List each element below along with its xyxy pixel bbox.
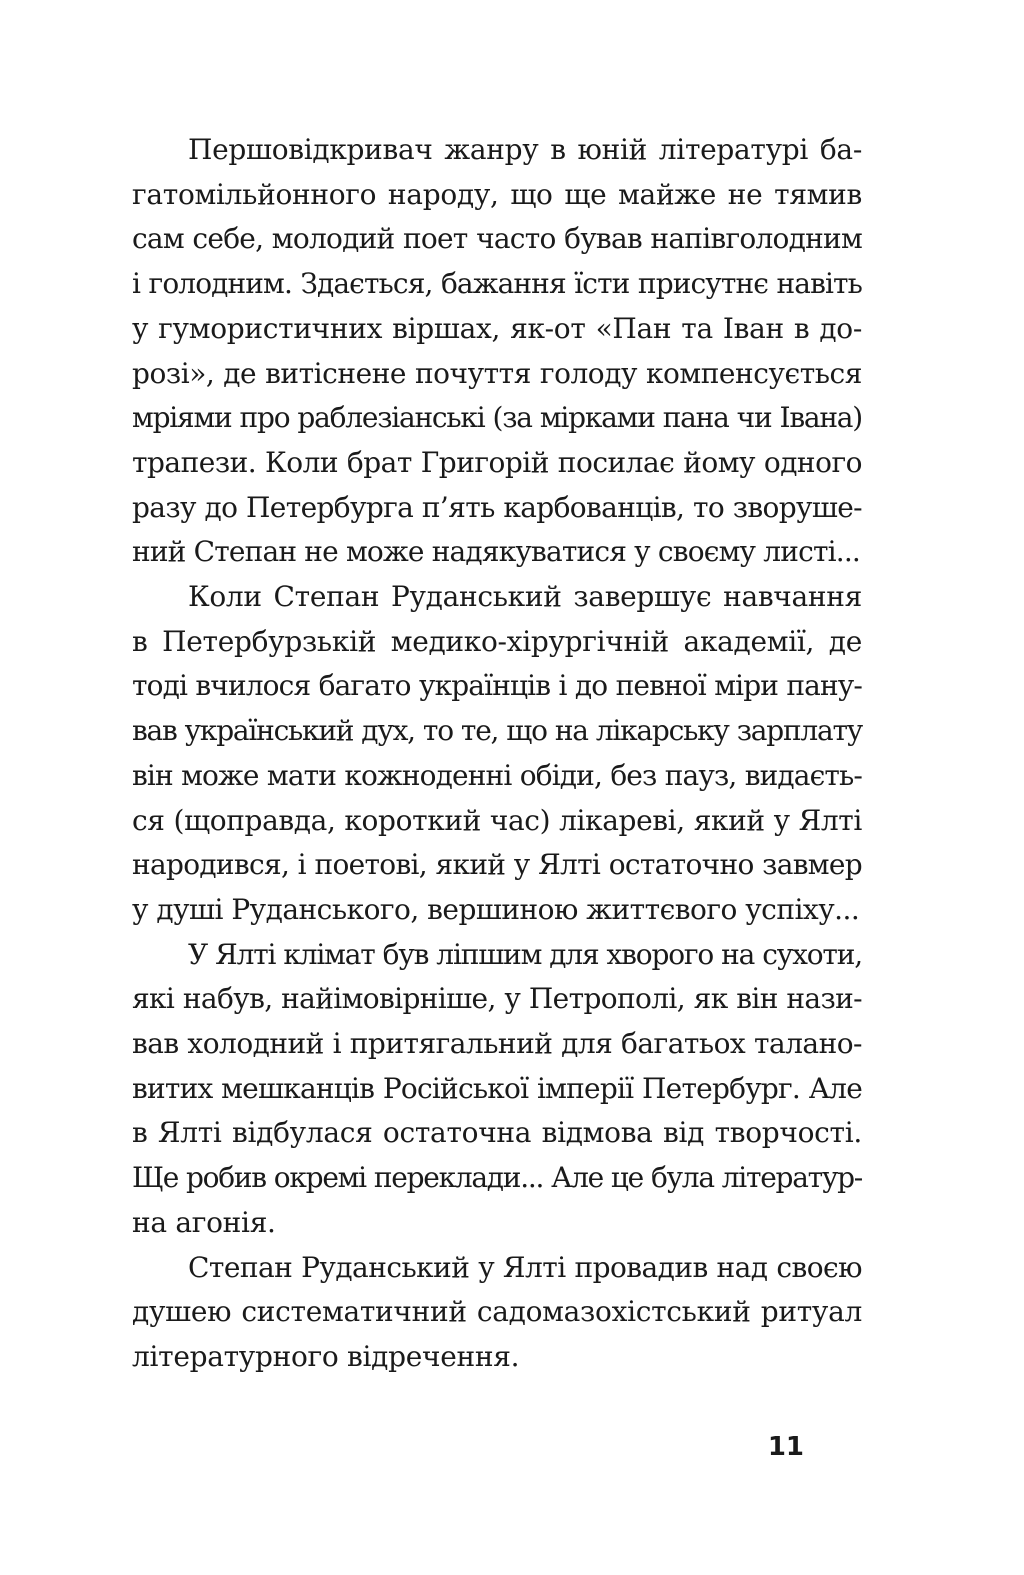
text-line: Коли Степан Руданський завершує навчання [188, 580, 862, 614]
paragraph-4 [132, 1246, 862, 1380]
text-line: і голодним. Здається, бажання їсти присутнє навіть [132, 267, 862, 301]
text-line: разу до Петербурга п’ять карбованців, то зворуше- [132, 490, 862, 524]
text-line: народився, і поетові, який у Ялті остаточно завмер [132, 848, 862, 882]
text-line: ся (щоправда, короткий час) лікареві, який у Ялті [132, 803, 862, 837]
text-line: у гумористичних віршах, як-от «Пан та Іван в до- [132, 311, 862, 345]
paragraph-1 [132, 128, 862, 575]
text-line: душею систематичний садомазохістський ритуал [132, 1295, 862, 1329]
text-line: він може мати кожноденні обіди, без пауз, видаєть- [132, 758, 862, 792]
text-line: витих мешканців Російської імперії Петербург. Але [132, 1071, 862, 1105]
text-line: у душі Руданського, вершиною життєвого успіху... [132, 892, 860, 926]
text-line: які набув, найімовірніше, у Петрополі, як він нази- [132, 982, 862, 1016]
text-line: У Ялті клімат був ліпшим для хворого на сухоти, [188, 937, 862, 971]
text-line: трапези. Коли брат Григорій посилає йому одного [132, 445, 862, 479]
text-line: в Ялті відбулася остаточна відмова від творчості. [132, 1116, 862, 1150]
text-line: мріями про раблезіанські (за мірками пана чи Івана) [132, 401, 862, 435]
text-line: Ще робив окремі переклади... Але це була літератур- [132, 1161, 862, 1195]
text-line: на агонія. [132, 1205, 276, 1239]
text-line: розі», де витіснене почуття голоду компенсується [132, 356, 862, 390]
text-line: літературного відречення. [132, 1339, 520, 1373]
text-line: гатомільйонного народу, що ще майже не тямив [132, 177, 862, 211]
text-line: вав український дух, то те, що на лікарську зарплату [132, 714, 862, 748]
text-line: сам себе, молодий поет часто бував напівголодним [132, 222, 862, 256]
text-line: тоді вчилося багато українців і до певної міри пану- [132, 669, 862, 703]
page-number: 11 [767, 1432, 804, 1462]
paragraph-3 [132, 933, 862, 1246]
text-line: вав холодний і притягальний для багатьох талано- [132, 1027, 862, 1061]
paragraph-2 [132, 575, 862, 933]
text-line: Степан Руданський у Ялті провадив над своєю [188, 1250, 862, 1284]
text-line: Першовідкривач жанру в юній літературі ба- [188, 133, 862, 166]
text-line: ний Степан не може надякуватися у своєму листі... [132, 535, 861, 569]
text-line: в Петербурзькій медико-хірургічній академії, де [132, 624, 862, 658]
body-text [132, 128, 862, 1380]
